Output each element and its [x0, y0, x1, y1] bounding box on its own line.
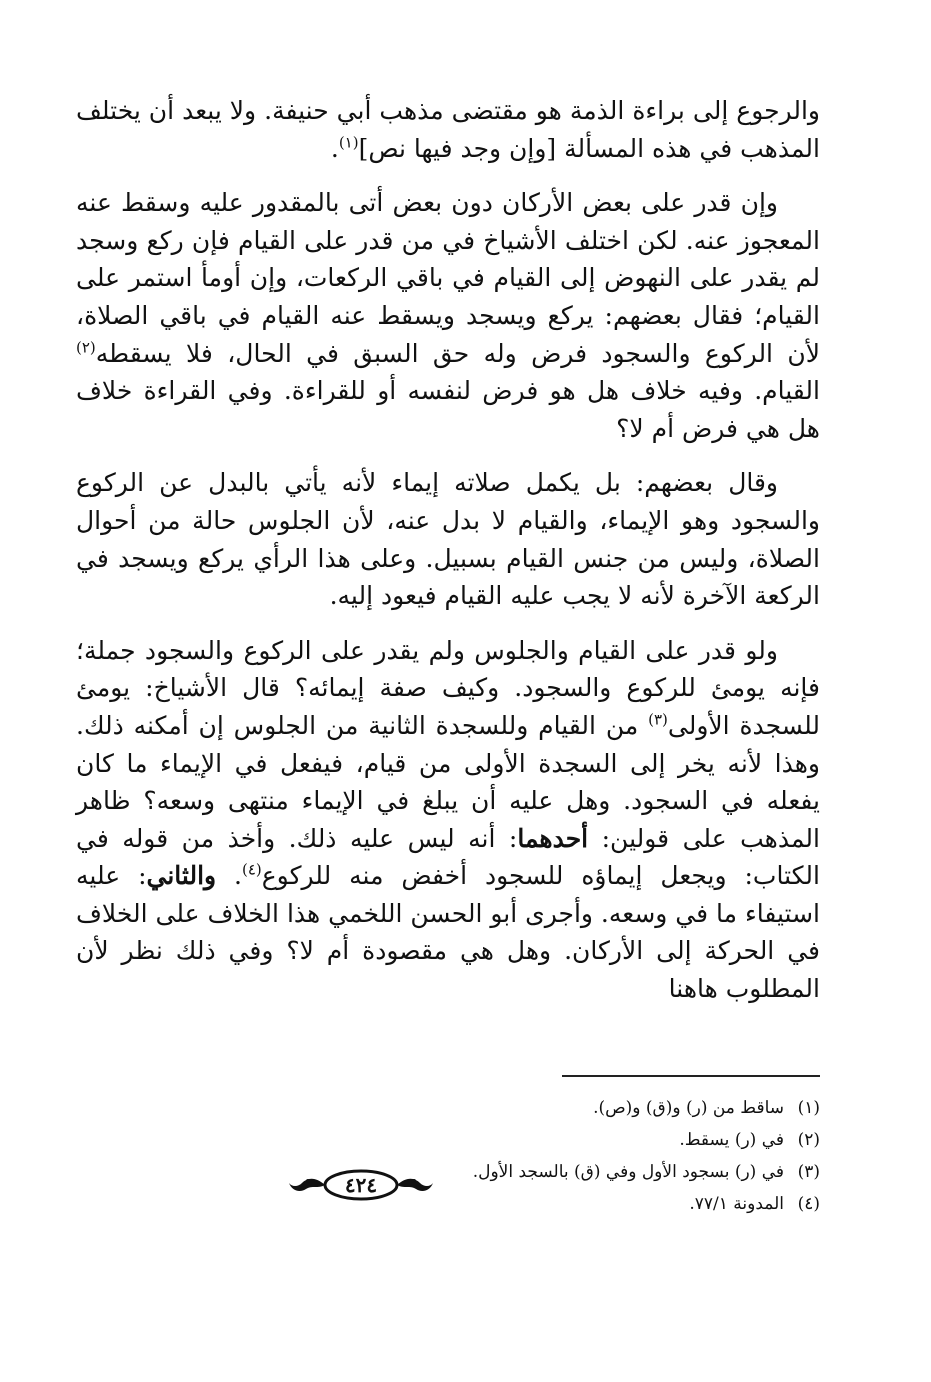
- footnote-text: في (ر) بسجود الأول وفي (ق) بالسجد الأول.: [472, 1162, 784, 1182]
- footnote-reference: (٢): [76, 338, 96, 357]
- footnote-number: (٢): [797, 1130, 820, 1150]
- body-text: [76, 92, 820, 1008]
- bold-term: والثاني: [146, 861, 217, 891]
- paragraph: [76, 184, 820, 447]
- paragraph: [76, 464, 820, 614]
- footnotes-list: [76, 1092, 820, 1220]
- text-run: القيام. وفيه خلاف هل هو فرض لنفسه أو للقراءة. وفي القراءة خلاف هل هي فرض أم لا؟: [76, 376, 820, 443]
- footnote-text: المدونة ٧٧/١.: [689, 1194, 784, 1214]
- footnote-text: ساقط من (ر) و(ق) و(ص).: [593, 1098, 784, 1118]
- text-run: ولو قدر على القيام والجلوس ولم يقدر على الركوع والسجود جملة؛ فإنه يومئ للركوع والسجود. وكيف صفة إيمائه؟ قال الأشياخ: يومئ للسجدة الأولى: [76, 635, 821, 740]
- text-run: .: [330, 133, 339, 163]
- paragraph: [76, 92, 820, 167]
- text-run: : أنه ليس عليه ذلك. وأخذ من قوله في الكتاب: ويجعل إيماؤه للسجود أخفض منه للركوع: [76, 823, 820, 891]
- text-run: .: [216, 861, 242, 891]
- bold-term: أحدهما: [517, 823, 589, 853]
- footnote-reference: (٣): [648, 710, 668, 729]
- footnote-separator: [562, 1075, 820, 1077]
- text-run: : عليه استيفاء ما في وسعه. وأجرى أبو الحسن اللخمي هذا الخلاف على الخلاف في الحركة إلى الأركان. وهل هي مقصودة أم لا؟ وفي ذلك نظر لأن المطلوب هاهنا: [76, 861, 820, 1004]
- text-run: والرجوع إلى براءة الذمة هو مقتضى مذهب أبي حنيفة. ولا يبعد أن يختلف المذهب في هذه المسألة [وإن وجد فيها نص]: [76, 96, 820, 163]
- footnote-number: (٤): [797, 1194, 820, 1214]
- footnote: [76, 1124, 820, 1156]
- text-run: من القيام وللسجدة الثانية من الجلوس إن أمكنه ذلك. وهذا لأنه يخر إلى السجدة الأولى من قيام، فيفعل في الإيماء ما كان يفعله في السجود. وهل عليه أن يبلغ في الإيماء منتهى وسعه؟ ظاهر المذهب على قولين:: [76, 710, 820, 853]
- page-number: ٤٢٤: [344, 1173, 378, 1197]
- footnote-number: (٣): [797, 1162, 820, 1182]
- text-run: وقال بعضهم: بل يكمل صلاته إيماء لأنه يأتي بالبدل عن الركوع والسجود وهو الإيماء، والقيام لا بدل عنه، لأن الجلوس حالة من أحوال الصلاة، وليس من جنس القيام بسبيل. وعلى هذا الرأي يركع ويسجد في الركعة الآخرة لأنه لا يجب عليه القيام فيعود إليه.: [76, 468, 820, 611]
- footnote: [76, 1092, 820, 1124]
- footnote: [76, 1156, 820, 1188]
- footnote: [76, 1188, 820, 1220]
- footnote-number: (١): [797, 1098, 820, 1118]
- book-page: [76, 92, 820, 1372]
- footnote-reference: (١): [338, 133, 359, 152]
- text-run: وإن قدر على بعض الأركان دون بعض أتى بالمقدور عليه وسقط عنه المعجوز عنه. لكن اختلف الأشياخ في من قدر على القيام فإن ركع وسجد لم يقدر على النهوض إلى القيام في باقي الركعات، وإن أومأ استمر على القيام؛ فقال بعضهم: يركع ويسجد ويسقط عنه القيام في باقي الصلاة، لأن الركوع والسجود فرض وله حق السبق في الحال، فلا يسقطه: [76, 188, 820, 368]
- footnote-text: في (ر) يسقط.: [679, 1130, 784, 1150]
- footnote-reference: (٤): [241, 860, 262, 879]
- page-number-ornament: [286, 1167, 436, 1203]
- paragraph: [76, 632, 820, 1008]
